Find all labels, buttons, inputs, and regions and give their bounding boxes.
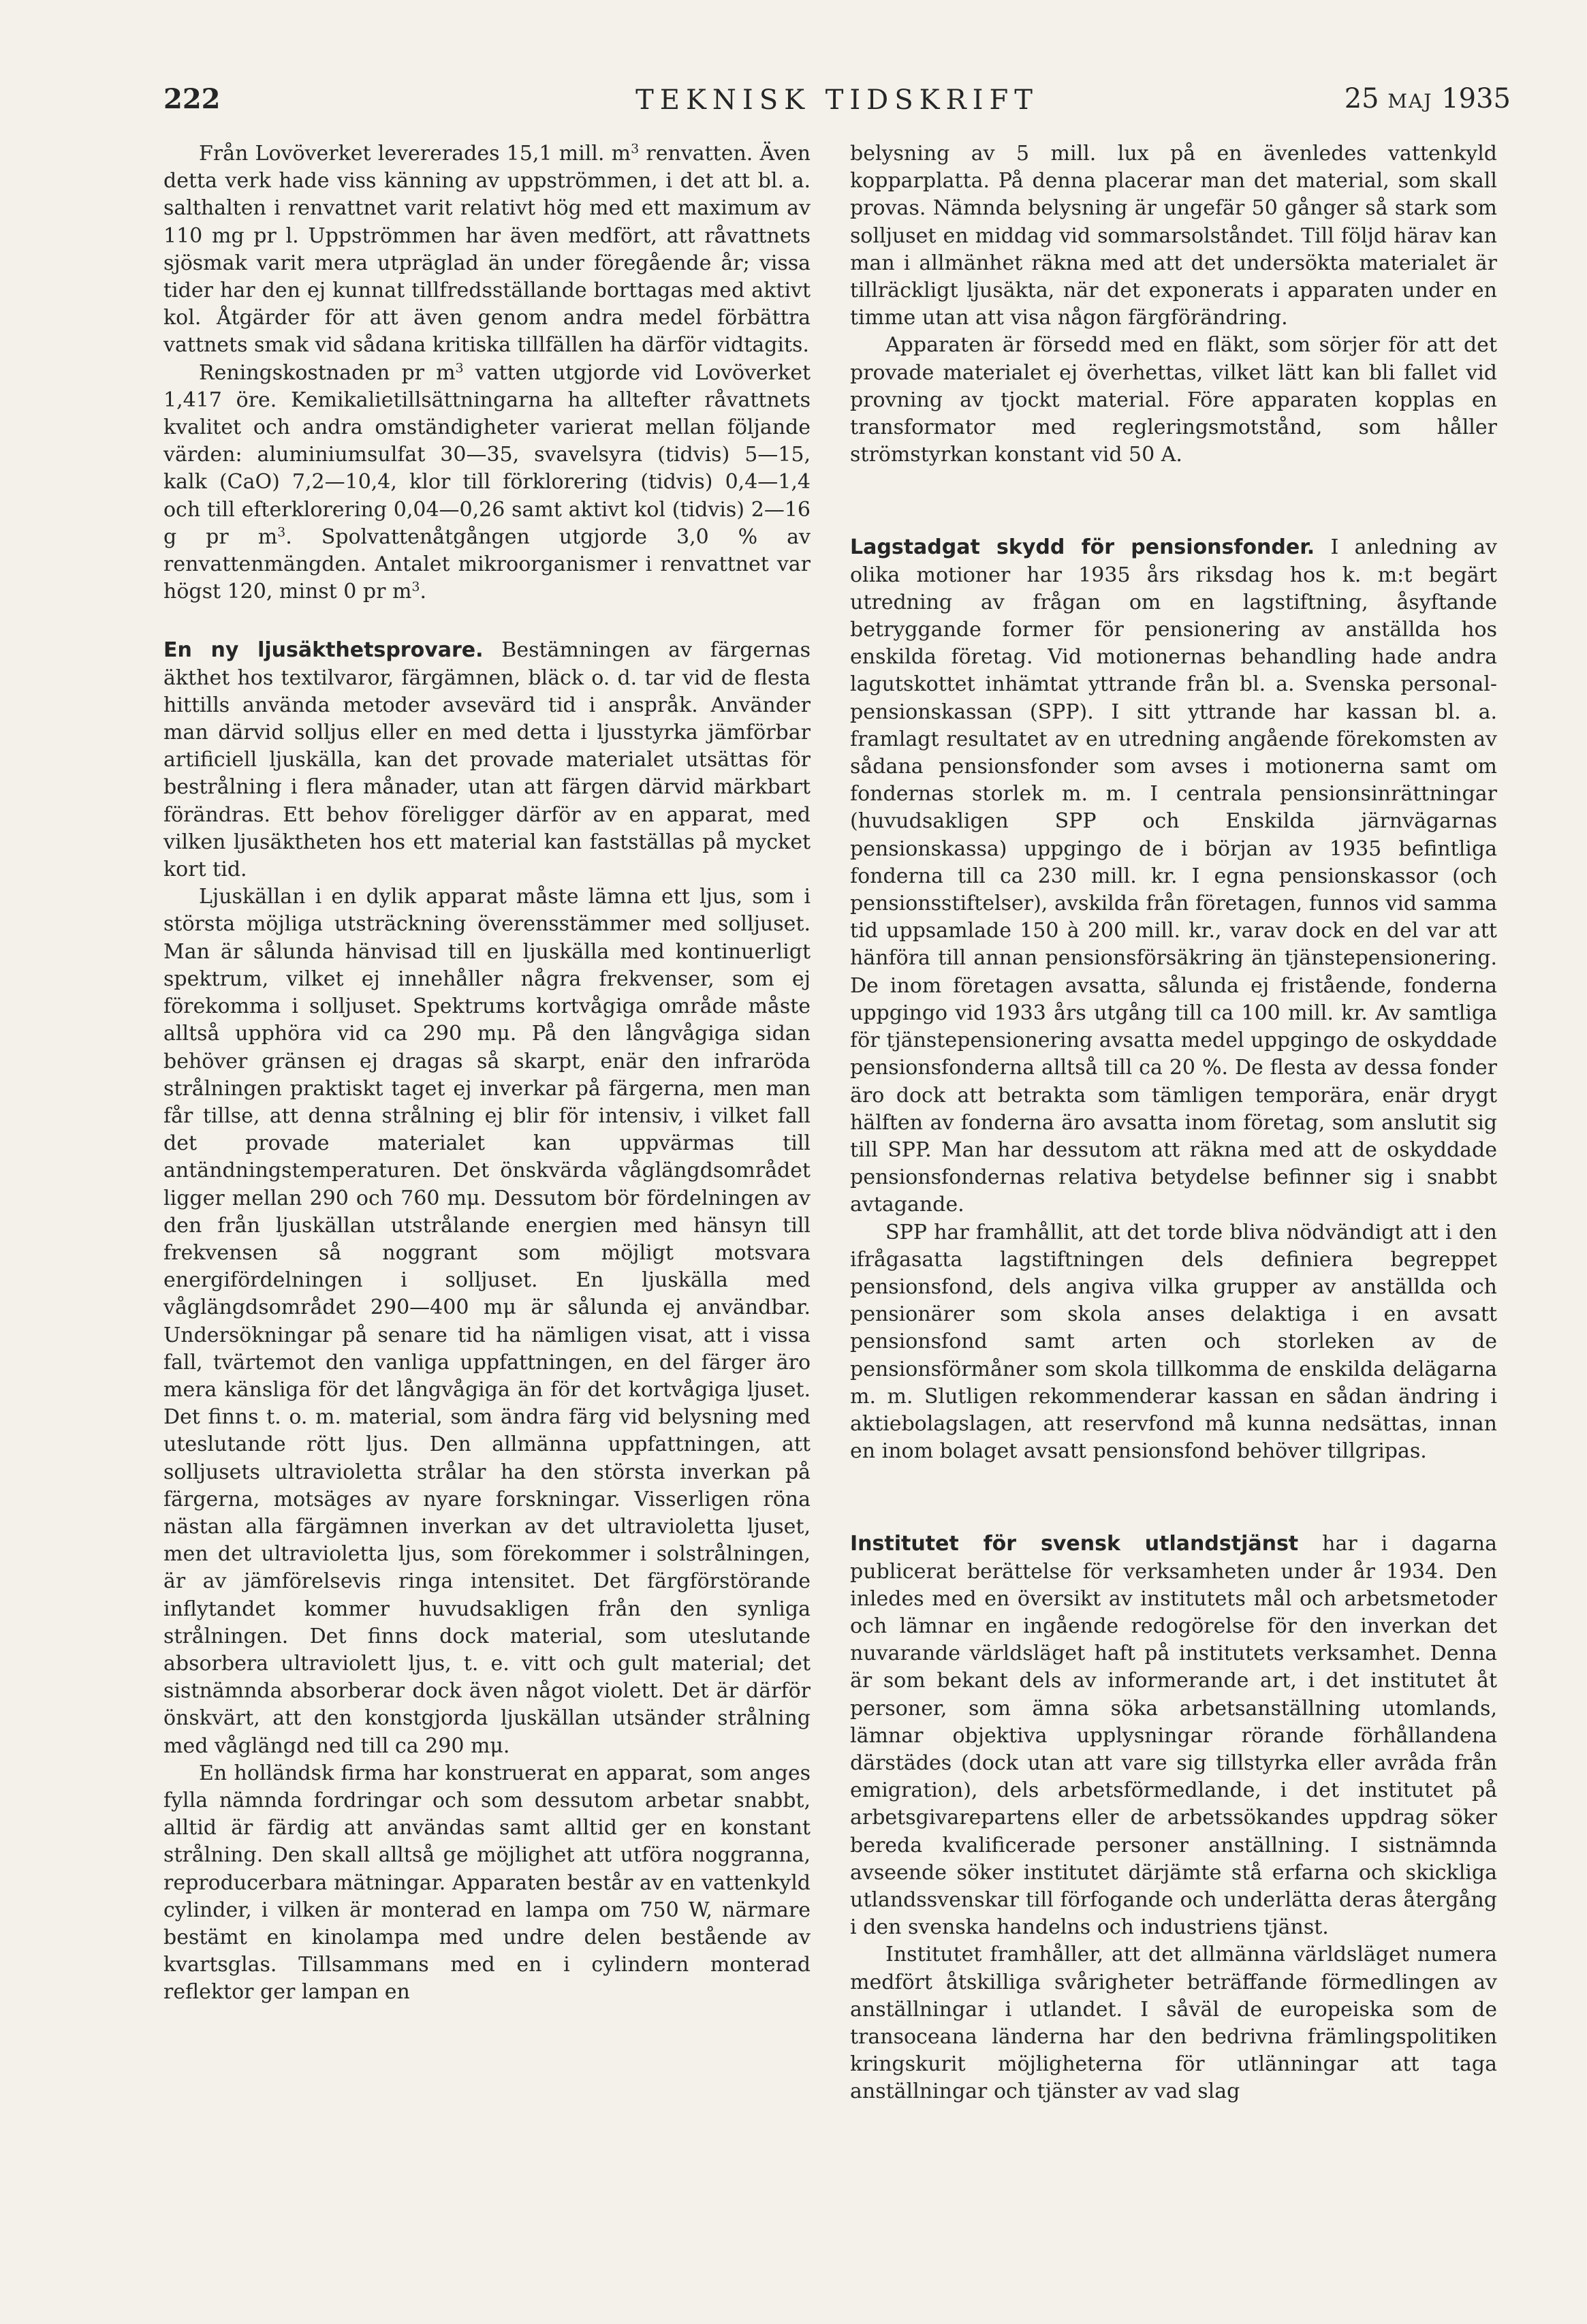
section-pensionsfonder: Lagstadgat skydd för pensionsfonder. I anledning av olika motioner har 1935 års riksdag hos k. m:t begärt utredning av frågan om en lagstiftning, åsyftande betryggande former för pensionering av anställda hos enskilda företag. Vid motionernas behandling hade andra lagutskottet inhämtat yttrande från bl. a. Svenska personal-pensionskassan (SPP). I sitt yttrande har kassan bl. a. framlagt resultatet av en utredning angående förekomsten av sådana pensionsfonder som avses i motionerna samt om fondernas storlek m. m. I centrala pensionsinrättningar (huvudsakligen SPP och Enskilda järnvägarnas pensionskassa) uppgingo de i början av 1935 befintliga fonderna till ca 230 mill. kr. I egna pensionskassor (och pensionsstiftelser), avskilda från företagen, funnos vid samma tid uppsamlade 150 à 200 mill. kr., varav dock en del var att hänföra till annan pensionsförsäkring än tjänstepensionering. De inom företagen avsatta, sålunda ej fristående, fonderna uppgingo vid 1933 års utgång till ca 100 mill. kr. Av samtliga för tjänstepensionering avsatta medel uppgingo de oskyddade pensionsfonderna alltså till ca 20 %. De flesta av dessa fonder äro dock att betrakta som tämligen temporära, enär drygt hälften av fonderna äro avsatta inom företag, som anslutit sig till SPP. Man har dessutom att räkna med att de oskyddade pensionsfondernas relativa betydelse befinner sig i snabbt avtagande. [850, 535, 1497, 1217]
paragraph-reningskostnad: Reningskostnaden pr $m^3$ vatten utgjorde vid Lovöverket 1,417 öre. Kemikalietillsättningarna ha alltefter råvattnets kvalitet och andra omständigheter varierat mellan följande värden: aluminiumsulfat 30—35, svavelsyra (tidvis) 5—15, kalk (CaO) 7,2—10,4, klor till förklorering (tidvis) 0,4—1,4 och till efterklorering 0,04—0,26 samt aktivt kol (tidvis) 2—16 g pr $m^3$. Spolvattenåtgången utgjorde 3,0 % av renvattenmängden. Antalet mikroorganismer i renvattnet var högst 120, minst 0 pr $m^3$. [163, 360, 811, 604]
issue-date [1345, 83, 1511, 114]
section-ljusakthetsprovare: En ny ljusäkthetsprovare. Bestämningen av färgernas äkthet hos textilvaror, färgämnen, bläck o. d. tar vid de flesta hittills använda metoder avsevärd tid i anspråk. Använder man därvid solljus eller en med detta i ljusstyrka jämförbar artificiell ljuskälla, kan det provade materialet utsättas för bestrålning i flera månader, utan att färgen därvid märkbart förändras. Ett behov föreligger därför av en apparat, med vilken ljusäktheten hos ett material kan fastställas på mycket kort tid. [163, 638, 811, 882]
paragraph-hollandsk-firma: En holländsk firma har konstruerat en apparat, som anges fylla nämnda fordringar och som dessutom arbetar snabbt, alltid är färdig att användas samt alltid ger en konstant strålning. Den skall alltså ge möjlighet att utföra noggranna, reproducerbara mätningar. Apparaten består av en vattenkyld cylinder, i vilken är monterad en lampa om 750 W, närmare bestämt en kinolampa med undre delen bestående av kvartsglas. Tillsammans med en i cylindern monterad reflektor ger lampan en [163, 1761, 811, 2005]
paragraph-lovoverket: Från Lovöverket levererades 15,1 mill. $m^3$ renvatten. Även detta verk hade viss känning av uppströmmen, i det att bl. a. salthalten i renvattnet varit relativt hög med ett maximum av 110 mg pr l. Uppströmmen har även medfört, att råvattnets sjösmak varit mera utpräglad än under föregående år; vissa tider har den ej kunnat tillfredsställande borttagas med aktivt kol. Åtgärder för att även genom andra medel förbättra vattnets smak vid sådana kritiska tillfällen ha därför vidtagits. [163, 141, 811, 358]
paragraph-varldslaget: Institutet framhåller, att det allmänna världsläget numera medfört åtskilliga svårigheter beträffande förmedlingen av anställningar i utlandet. I såväl de europeiska som de transoceana länderna har den bedrivna främlingspolitiken kringskurit möjligheterna för utlänningar att taga anställningar och tjänster av vad slag [850, 1943, 1497, 2104]
paragraph-ljuskallan: Ljuskällan i en dylik apparat måste lämna ett ljus, som i största möjliga utsträckning överensstämmer med solljuset. Man är sålunda hänvisad till en ljuskälla med kontinuerligt spektrum, vilket ej innehåller några frekvenser, som ej förekomma i solljuset. Spektrums kortvågiga område måste alltså upphöra vid ca 290 mμ. På den långvågiga sidan behöver gränsen ej dragas så skarpt, enär den infraröda strålningen praktiskt taget ej inverkar på färgerna, men man får tillse, att denna strålning ej blir för intensiv, i vilket fall det provade materialet kan uppvärmas till antändningstemperaturen. Det önskvärda våglängdsområdet ligger mellan 290 och 760 mμ. Dessutom bör fördelningen av den från ljuskällan utstrålande energien med hänsyn till frekvensen så noggrant som möjligt motsvara energifördelningen i solljuset. En ljuskälla med våglängdsområdet 290—400 mμ är sålunda ej användbar. Undersökningar på senare tid ha nämligen visat, att i vissa fall, tvärtemot den vanliga uppfattningen, en del färger äro mera känsliga för det långvågiga än för det kortvågiga ljuset. Det finns t. o. m. material, som ändra färg vid belysning med uteslutande rött ljus. Den allmänna uppfattningen, att solljusets ultravioletta strålar ha den största inverkan på färgerna, motsäges av nyare forskningar. Visserligen röna nästan alla färgämnen inverkan av det ultravioletta ljuset, men det ultravioletta ljus, som förekommer i solstrålningen, är av jämförelsevis ringa intensitet. Det färgförstörande inflytandet kommer huvudsakligen från den synliga strålningen. Det finns dock material, som uteslutande absorbera ultraviolett ljus, t. e. vitt och gult material; det sistnämnda absorberar dock även något violett. Det är därför önskvärt, att den konstgjorda ljuskällan utsänder strålning med våglängd ned till ca 290 mμ. [163, 885, 811, 1758]
left-column [163, 140, 811, 2007]
issue-date-month: MAJ [1387, 90, 1433, 112]
page-number: 222 [163, 83, 221, 115]
section-heading-pensionsfonder: Lagstadgat skydd för pensionsfonder. [850, 535, 1315, 560]
section-heading-utlandstjanst: Institutet för svensk utlandstjänst [850, 1532, 1299, 1556]
page-header [163, 83, 1511, 124]
journal-title: TEKNISK TIDSKRIFT [635, 84, 1039, 116]
section-utlandstjanst: Institutet för svensk utlandstjänst har i dagarna publicerat berättelse för verksamheten under år 1934. Den inledes med en översikt av institutets mål och arbetsmetoder och lämnar en ingående redogörelse för den inverkan det nuvarande världsläget haft på institutets verksamhet. Denna är som bekant dels av informerande art, i det institutet åt personer, som ämna söka arbetsanställning utomlands, lämnar objektiva upplysningar rörande förhållandena därstädes (dock utan att vare sig tillstyrka eller avråda från emigration), dels arbetsförmedlande, i det institutet på arbetsgivarepartens eller de arbetssökandes uppdrag söker bereda kvalificerade personer anställning. I sistnämnda avseende söker institutet därjämte stå erfarna och skickliga utlandssvenskar till förfogande och underlätta deras återgång i den svenska handelns och industriens tjänst. [850, 1532, 1498, 1940]
issue-date-day: 25 [1344, 83, 1379, 114]
paragraph-spp: SPP har framhållit, att det torde bliva nödvändigt att i den ifrågasatta lagstiftningen dels definiera begreppet pensionsfond, dels angiva vilka grupper av anställda och pensionärer som skola anses delaktiga i en avsatt pensionsfond samt arten och storleken av de pensionsförmåner som skola tillkomma de enskilda delägarna m. m. Slutligen rekommenderar kassan en sådan ändring i aktiebolagslagen, att reservfond må kunna nedsättas, innan en inom bolaget avsatt pensionsfond behöver tillgripas. [850, 1220, 1497, 1464]
paragraph-belysning: belysning av 5 mill. lux på en ävenledes vattenkyld kopparplatta. På denna placerar man det material, som skall provas. Nämnda belysning är ungefär 50 gånger så stark som solljuset en middag vid sommarsolståndet. Till följd härav kan man i allmänhet räkna med att det undersökta materialet är tillräckligt ljusäkta, när det exponerats i apparaten under en timme utan att visa någon färgförändring. [850, 142, 1497, 330]
section-heading-ljusakthet: En ny ljusäkthetsprovare. [163, 638, 484, 663]
paragraph-flakt: Apparaten är försedd med en fläkt, som sörjer för att det provade materialet ej överhettas, vilket lätt kan bli fallet vid provning av tjockt material. Före apparaten kopplas en transformator med regleringsmotstånd, som håller strömstyrkan konstant vid 50 A. [850, 333, 1497, 467]
right-column [850, 140, 1497, 2106]
issue-date-year: 1935 [1441, 83, 1511, 114]
